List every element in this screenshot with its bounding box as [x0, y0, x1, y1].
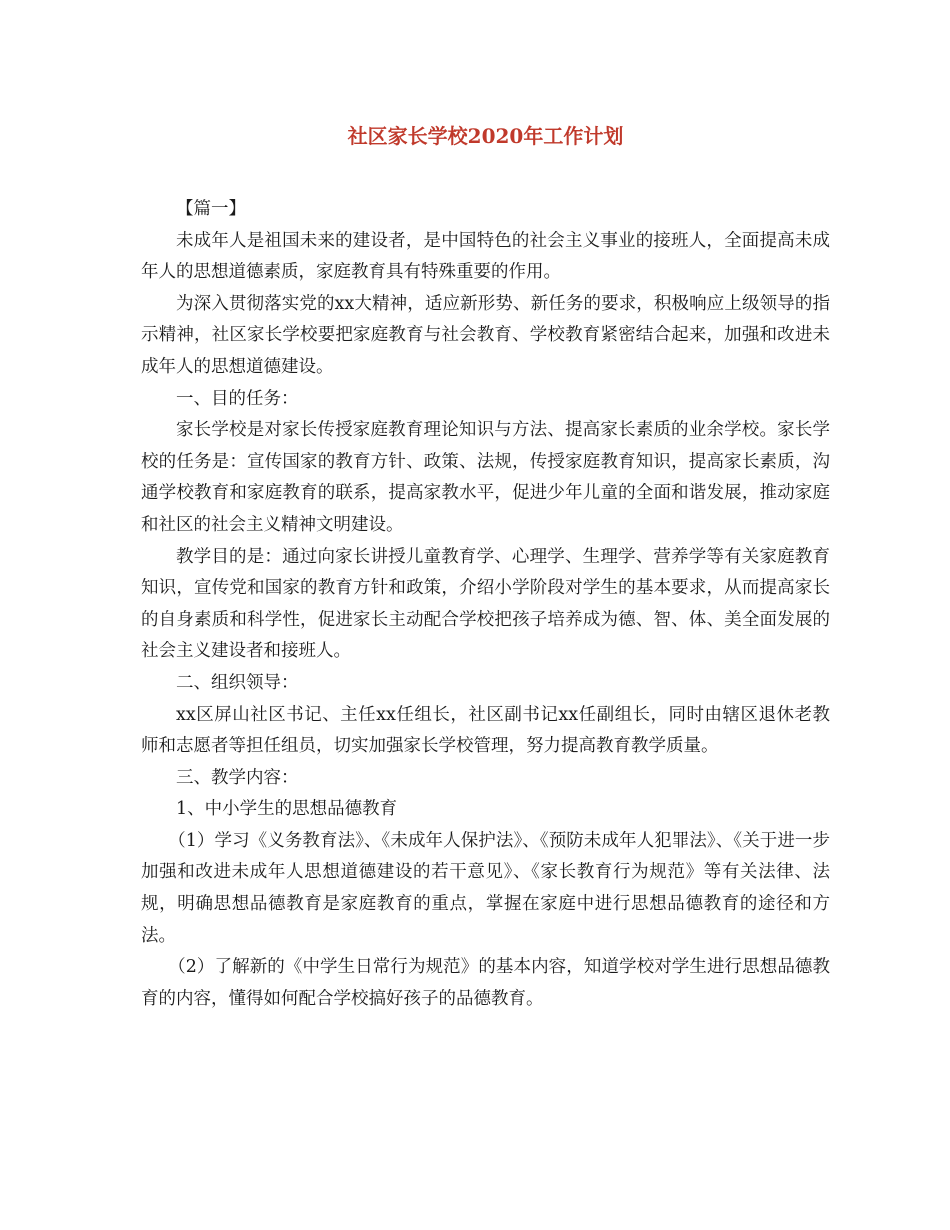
subheading-moral-education: 1、中小学生的思想品德教育 [176, 799, 398, 820]
heading-objectives: 一、目的任务： [176, 388, 299, 409]
paragraph-intro: 未成年人是祖国未来的建设者，是中国特色的社会主义事业的接班人，全面提高未成年人的思想道德素质，家庭教育具有特殊重要的作用。 [141, 230, 830, 283]
paragraph-item-2: （2）了解新的《中学生日常行为规范》的基本内容，知道学校对学生进行思想品德教育的内容，懂得如何配合学校搞好孩子的品德教育。 [141, 957, 830, 1009]
paragraph-purpose: 为深入贯彻落实党的xx大精神，适应新形势、新任务的要求，积极响应上级领导的指示精神，社区家长学校要把家庭教育与社会教育、学校教育紧密结合起来，加强和改进未成年人的思想道德建设。 [141, 293, 830, 377]
paragraph-item-1: （1）学习《义务教育法》、《未成年人保护法》、《预防未成年人犯罪法》、《关于进一步加强和改进未成年人思想道德建设的若干意见》、《家长教育行为规范》等有关法律、法规，明确思想品德教育是家庭教育的重点，掌握在家庭中进行思想品德教育的途径和方法。 [141, 830, 830, 946]
document-title: 社区家长学校2020年工作计划 [347, 124, 624, 148]
section-heading-part-one: 【篇一】 [176, 199, 246, 219]
paragraph-organization: xx区屏山社区书记、主任xx任组长，社区副书记xx任副组长，同时由辖区退休老教师和志愿者等担任组员，切实加强家长学校管理，努力提高教育教学质量。 [141, 704, 830, 757]
paragraph-school-tasks: 家长学校是对家长传授家庭教育理论知识与方法、提高家长素质的业余学校。家长学校的任务是：宣传国家的教育方针、政策、法规，传授家庭教育知识，提高家长素质，沟通学校教育和家庭教育的联系，提高家教水平，促进少年儿童的全面和谐发展，推动家庭和社区的社会主义精神文明建设。 [141, 420, 830, 535]
heading-organization: 二、组织领导： [176, 672, 299, 693]
heading-teaching-content: 三、教学内容： [176, 767, 299, 788]
paragraph-teaching-goals: 教学目的是：通过向家长讲授儿童教育学、心理学、生理学、营养学等有关家庭教育知识，宣传党和国家的教育方针和政策，介绍小学阶段对学生的基本要求，从而提高家长的自身素质和科学性，促进家长主动配合学校把孩子培养成为德、智、体、美全面发展的社会主义建设者和接班人。 [141, 546, 830, 662]
